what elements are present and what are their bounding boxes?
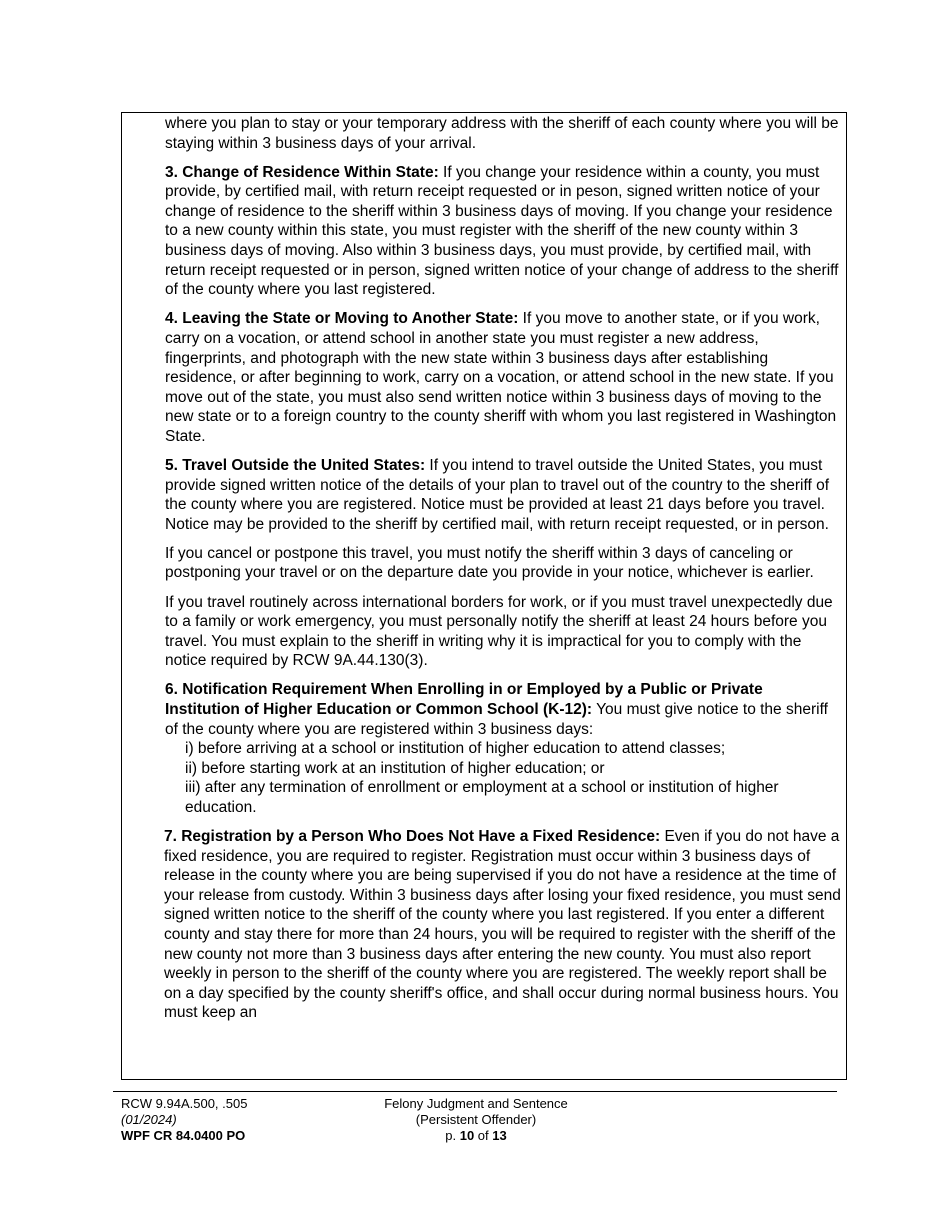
- section-6-list: [165, 739, 841, 817]
- page-number: p. 10 of 13: [445, 1128, 507, 1143]
- continued-paragraph: where you plan to stay or your temporary address with the sheriff of each county where you will be staying within 3 business days of your arrival.: [165, 115, 839, 152]
- section-7-text: Even if you do not have a fixed residence, you are required to register. Registration must occur within 3 business days of release in the county where you are being supervised if you do not have a residence at the time of your release from custody. Within 3 business days after losing your fixed residence, you must send signed written notice to the sheriff of the county where you last registered. If you enter a different county and stay there for more than 24 hours, you will be required to register with the sheriff of the new county not more than 3 business days after entering the new county. You must also report weekly in person to the sheriff of the county where you are registered. The weekly report shall be on a day specified by the county sheriff's office, and shall occur during normal business hours. You must keep an: [164, 828, 841, 1022]
- section-4: [165, 309, 841, 446]
- section-7-heading: 7. Registration by a Person Who Does Not Have a Fixed Residence:: [164, 828, 661, 846]
- footer-subtitle: (Persistent Offender): [415, 1112, 537, 1127]
- section-3-heading: 3. Change of Residence Within State:: [165, 163, 439, 181]
- section-5: [165, 456, 841, 534]
- list-item: ii) before starting work at an institution of higher education; or: [185, 759, 605, 777]
- footer-date: (01/2024): [121, 1112, 177, 1127]
- section-4-heading: 4. Leaving the State or Moving to Another State:: [165, 310, 519, 328]
- section-5-cancel-paragraph: If you cancel or postpone this travel, you must notify the sheriff within 3 days of canceling or postponing your travel or on the departure date you provide in your notice, whichever is earlier.: [165, 544, 814, 582]
- list-item: i) before arriving at a school or institution of higher education to attend classes;: [185, 740, 726, 758]
- section-3: [165, 163, 841, 300]
- footer-divider: [113, 1091, 837, 1092]
- section-7: [164, 827, 841, 1023]
- section-3-text: If you change your residence within a county, you must provide, by certified mail, with return receipt requested or in peson, signed written notice of your change of residence to the sheriff within 3 business days of moving. If you change your residence to a new county within this state, you must register with the sheriff of the new county within 3 business days of moving. Also within 3 business days, you must provide, by certified mail, with return receipt requested or in person, signed written notice of your change of address to the sheriff of the county where you last registered.: [165, 163, 839, 299]
- list-item: iii) after any termination of enrollment or employment at a school or institution of higher education.: [185, 779, 779, 816]
- total-pages: 13: [492, 1128, 507, 1143]
- document-frame: [121, 112, 847, 1080]
- section-6-heading: 6. Notification Requirement When Enrolling in or Employed by a Public or Private Institution of Higher Education or Common School (K-12):: [165, 681, 763, 719]
- document-body: [165, 114, 841, 1033]
- footer-rcw: RCW 9.94A.500, .505: [121, 1096, 248, 1111]
- section-6: [165, 680, 841, 739]
- footer-center: [360, 1096, 592, 1144]
- section-6-text: You must give notice to the sheriff of the county where you are registered within 3 business days:: [165, 701, 828, 738]
- footer-title: Felony Judgment and Sentence: [384, 1096, 568, 1111]
- current-page: 10: [459, 1128, 475, 1143]
- footer-left: [121, 1096, 247, 1144]
- section-5-heading: 5. Travel Outside the United States:: [165, 457, 426, 474]
- footer-form-number: WPF CR 84.0400 PO: [121, 1128, 246, 1143]
- section-5-routine-travel-paragraph: If you travel routinely across international borders for work, or if you must travel unexpectedly due to a family or work emergency, you must personally notify the sheriff at least 24 hours before you travel. You must explain to the sheriff in writing why it is impractical for you to comply with the notice required by RCW 9A.44.130(3).: [165, 593, 833, 670]
- section-4-text: If you move to another state, or if you work, carry on a vocation, or attend school in another state you must register a new address, fingerprints, and photograph with the new state within 3 business days after establishing residence, or after beginning to work, carry on a vocation, or attend school in the new state. If you move out of the state, you must also send written notice within 3 business days of moving to the new state or to a foreign country to the county sheriff with whom you last registered in Washington State.: [165, 310, 837, 445]
- section-5-text: If you intend to travel outside the United States, you must provide signed written notice of the details of your plan to travel out of the country to the sheriff of the county where you are registered. Notice must be provided at least 21 days before you travel. Notice may be provided to the sheriff by certified mail, with return receipt requested, or in person.: [165, 457, 830, 533]
